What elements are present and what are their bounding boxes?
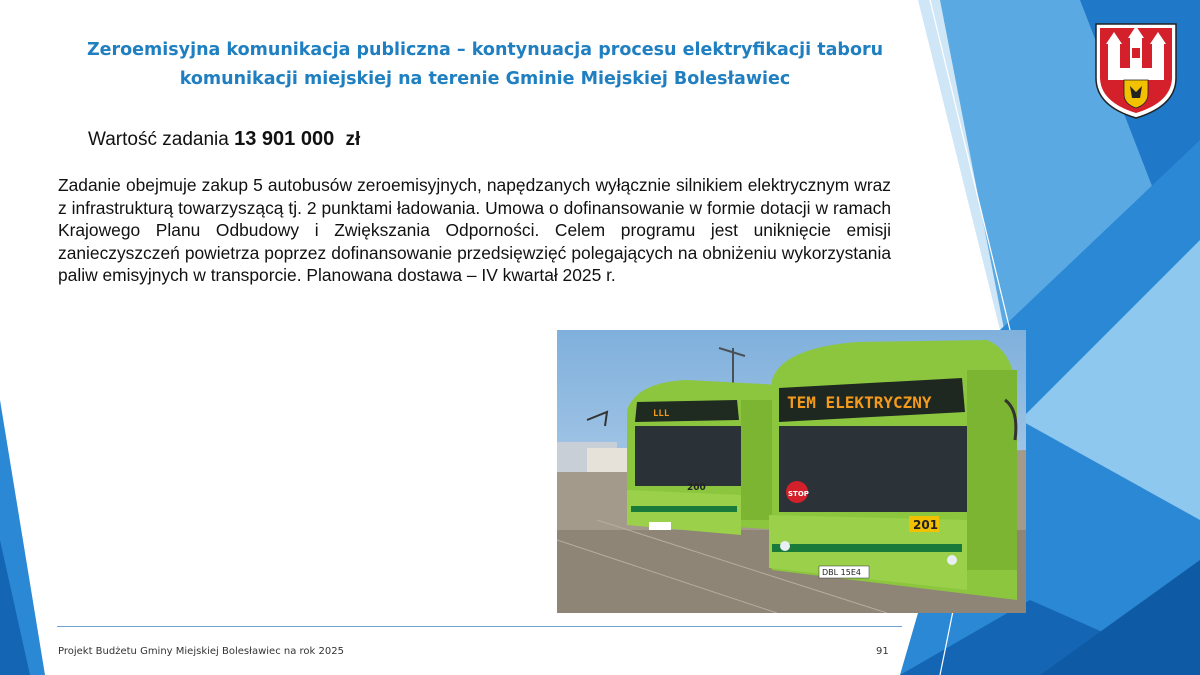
slide-title-line-1: Zeroemisyjna komunikacja publiczna – kontynuacja procesu elektryfikacji taboru <box>86 40 884 60</box>
footer-text: Projekt Budżetu Gminy Miejskiej Bolesławiec na rok 2025 <box>58 646 344 657</box>
svg-text:LLL: LLL <box>653 409 670 419</box>
task-value <box>88 128 360 151</box>
footer-divider <box>57 626 902 627</box>
bus-photo <box>557 330 1026 613</box>
slide-title-line-2: komunikacji miejskiej na terenie Gminie Miejskiej Bolesławiec <box>179 69 791 89</box>
bus-left-number: 200 <box>687 483 706 493</box>
stop-sign: STOP <box>788 490 809 498</box>
task-description: Zadanie obejmuje zakup 5 autobusów zeroemisyjnych, napędzanych wyłącznie silnikiem elektrycznym wraz z infrastrukturą towarzyszącą tj. 2 punktami ładowania. Umowa o dofinansowanie w formie dotacji w ramach Krajowego Planu Odbudowy i Zwiększania Odporności. Celem programu jest uniknięcie emisji zanieczyszczeń powietrza poprzez dofinansowanie przedsięwzięć polegających na obniżeniu wykorzystania paliw emisyjnych w transporcie. Planowana dostawa – IV kwartał 2025 r. <box>58 175 891 285</box>
page-number: 91 <box>876 646 889 657</box>
bus-right-number: 201 <box>913 518 939 532</box>
slide-title <box>60 36 910 94</box>
bus-right-plate: DBL 15E4 <box>822 568 861 577</box>
bus-right <box>769 340 1017 600</box>
bus-display-sign: TEM ELEKTRYCZNY <box>787 393 932 412</box>
bus-photo-illustration <box>557 330 1026 613</box>
task-value-unit: zł <box>345 129 361 150</box>
task-value-label: Wartość zadania <box>88 129 229 150</box>
task-value-amount: 13 901 000 <box>234 128 335 150</box>
city-crest-logo <box>1092 20 1180 120</box>
